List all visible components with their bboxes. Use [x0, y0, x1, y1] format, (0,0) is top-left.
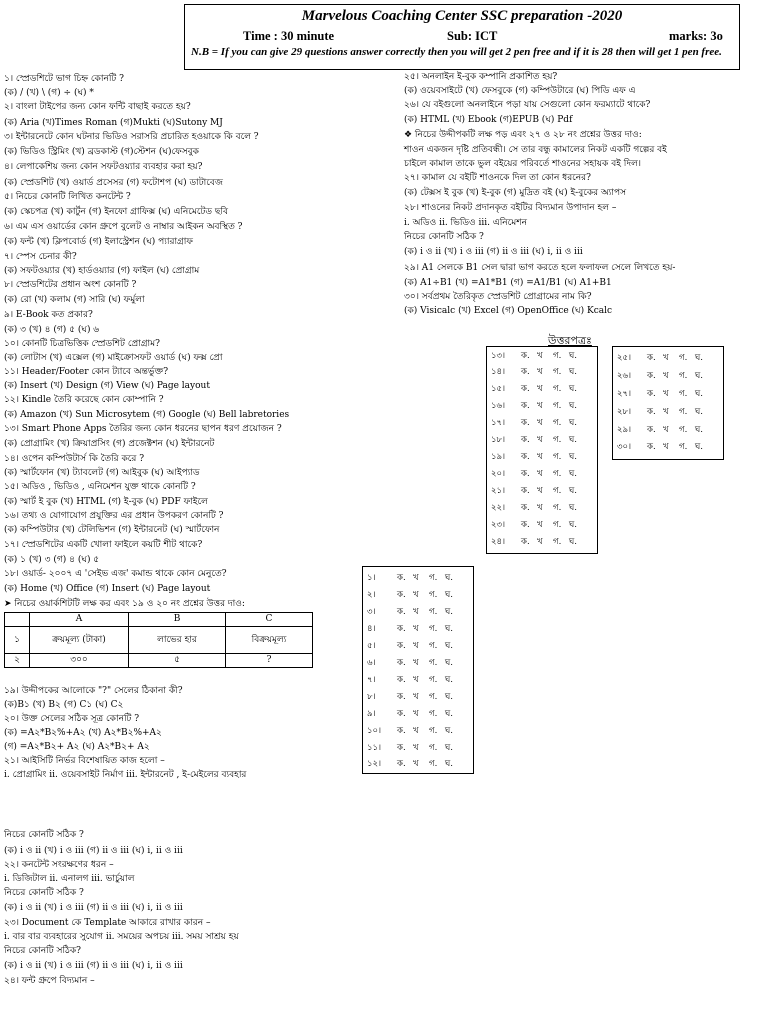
q-line: (ক) A1÷B1 (খ) =A1*B1 (গ) =A1/B1 (ঘ) A1+B1: [404, 278, 612, 288]
table-header: [5, 613, 30, 627]
q-line: i. ডিজিটাল ii. এনালগ iii. ভার্চুয়াল: [4, 874, 135, 884]
q-line: ২৮। শাওনের নিকট প্রদানকৃত বইটির বিদ্যমান উপাদান হল –: [404, 203, 617, 213]
q-line: ৩০। সর্বপ্রথম তৈরিকৃত স্প্রেডশিট প্রোগ্রামের নাম কি?: [404, 292, 592, 302]
answer-row: ১৬। ক. খ গ. ঘ.: [491, 401, 577, 411]
q-line: (ক)B১ (খ) B২ (গ) C১ (ঘ) C২: [4, 700, 124, 710]
q-line: ১৭। স্প্রেডশিটের একটি খোলা ফাইলে কয়টি শীট থাকে?: [4, 540, 203, 550]
answer-row: ৯। ক. খ গ. ঘ.: [367, 709, 453, 719]
answer-row: ২৩। ক. খ গ. ঘ.: [491, 520, 577, 530]
table-header: B: [129, 613, 226, 627]
q-line: (ক) লোটাস (খ) এক্সেল (গ) মাইক্রোসফট ওয়ার্ড (ঘ) ফক্স প্রো: [4, 353, 223, 363]
q-line: (ক) Visicalc (খ) Excel (গ) OpenOffice (ঘ) Kcalc: [404, 306, 613, 316]
q-line: নিচের কোনটি সঠিক ?: [404, 232, 484, 242]
q-line: ২৬। যে বইগুলো অনলাইনে পড়া যায় সেগুলো কোন ফরম্যাটে থাকে?: [404, 100, 651, 110]
q-line: (ক) HTML (খ) Ebook (গ)EPUB (ঘ) Pdf: [404, 115, 573, 125]
answer-row: ২৯। ক. খ গ. ঘ.: [617, 425, 703, 435]
answer-row: ২৪। ক. খ গ. ঘ.: [491, 537, 577, 547]
q-line: i. প্রোগ্রামিং ii. ওয়েবসাইট নির্মাণ iii. ইন্টারনেট , ই-মেইলের ব্যবহার: [4, 770, 247, 780]
answer-row: ১১। ক. খ গ. ঘ.: [367, 743, 453, 753]
q-line: ২০। উক্ত সেলের সঠিক সূত্র কোনটি ?: [4, 714, 140, 724]
exam-marks: marks: 3o: [669, 29, 723, 43]
q-line: ১২। Kindle তৈরি করেছে কোন কোম্পানি ?: [4, 395, 164, 405]
q-line: ২১। আইসিটি নির্ভর বিশেষায়িত কাজ হলো –: [4, 756, 165, 766]
q-line: ১৯। উদ্দীপকের আলোকে "?" সেলের ঠিকানা কী?: [4, 686, 183, 696]
q-line: (ক) কম্পিউটার (খ) টেলিভিশন (গ) ইন্টারনেট (ঘ) স্মার্টফোন: [4, 525, 220, 535]
q-line: ৩। ইন্টারনেটে কোন ঘটনার ভিডিও সরাসরি প্রচারিত হওয়াকে কি বলে ?: [4, 132, 259, 142]
answer-row: ২৬। ক. খ গ. ঘ.: [617, 371, 703, 381]
q-line: (ক) প্রোগ্রামিং (খ) ক্রিয়াপ্রসিং (গ) প্রজেক্টশন (ঘ) ইন্টারনেট: [4, 439, 215, 449]
table-header: A: [30, 613, 129, 627]
answer-sheet-title: উত্তরপত্রঃ: [548, 334, 592, 347]
q-line: ১০। কোনটি চিত্রভিত্তিক স্প্রেডশিট প্রোগ্রাম?: [4, 339, 160, 349]
q-line: ৫। নিচের কোনটি লিখিত কনটেন্ট ?: [4, 192, 131, 202]
q-line: ২৩। Document কে Template আকারে রাখার কারন –: [4, 918, 211, 928]
q-line: (ক) ৩ (খ) ৪ (গ) ৫ (ঘ) ৬: [4, 325, 100, 335]
q-line: ২৫। অনলাইন ই-বুক কম্পানি প্রকাশিত হয়?: [404, 72, 558, 82]
q-line: ১। স্প্রেডশিটে ভাগ চিহ্ন কোনটি ?: [4, 74, 124, 84]
answer-row: ১৭। ক. খ গ. ঘ.: [491, 418, 577, 428]
q-line: (ক) i ও ii (খ) i ও iii (গ) ii ও iii (ঘ) i, ii ও iii: [4, 846, 183, 856]
q-line: (ক) ওয়েবসাইটে (খ) ফেসবুকে (গ) কম্পিউটারে (ঘ) পিডি এফ এ: [404, 86, 636, 96]
answer-row: ২২। ক. খ গ. ঘ.: [491, 503, 577, 513]
q-line: ২। বাংলা টাইপের জন্য কোন ফন্টি বাছাই করতে হয়?: [4, 102, 191, 112]
q-line: (ক) স্মার্টফোন (খ) ট্যাবলেট (গ) আইবুক (ঘ) আইপ্যাড: [4, 468, 200, 478]
q-line: শাওন একজন দৃষ্টি প্রতিবন্ধী। সে তার বন্ধু কামালের নিকট একটি গল্পের বই: [404, 145, 667, 155]
q-line: ➤ নিচের ওয়ার্কশিটটি লক্ষ কর এবং ১৯ ও ২০ নং প্রশ্নের উত্তর দাও:: [4, 599, 245, 609]
q-line: (ক) স্প্রেডশিট (খ) ওয়ার্ড প্রসেসর (গ) ফটোশপ (ঘ) ডাটাবেজ: [4, 178, 223, 188]
q-line: (ক) ভিডিও স্ট্রিমিং (খ) ব্রডকাস্ট (গ)স্টেশন (ঘ)ফেসবুক: [4, 147, 199, 157]
answer-grid-1-12: [362, 566, 474, 774]
q-line: ২৭। কামাল যে বইটি শাওনকে দিল তা কোন ধরনের?: [404, 173, 591, 183]
q-line: (ক) ১ (খ) ৩ (গ) ৪ (ঘ) ৫: [4, 555, 100, 565]
table-cell: ?: [226, 654, 313, 668]
answer-row: ১৪। ক. খ গ. ঘ.: [491, 367, 577, 377]
q-line: (ক) টেক্সস ই বুক (খ) ই-বুক (গ) মুদ্রিত বই (ঘ) ই-বুকের অ্যাপস: [404, 188, 627, 198]
q-line: ১৫। অডিও , ভিডিও , এনিমেশন যুক্ত থাকে কোনটি ?: [4, 482, 196, 492]
answer-row: ৩০। ক. খ গ. ঘ.: [617, 442, 703, 452]
q-line: ২৪। ফন্ট গ্রুপে বিদ্যমান –: [4, 976, 95, 986]
q-line: ২৯। A1 সেলকে B1 সেল দ্বারা ভাগ করতে হলে ফলাফল সেলে লিখতে হয়-: [404, 263, 676, 273]
instructions-note: N.B = If you can give 29 questions answer correctly then you will get 2 pen free and if it is 28 then will get 1 pen free.: [191, 46, 722, 58]
q-line: ৯। E-Book কত প্রকার?: [4, 310, 93, 320]
answer-row: ৮। ক. খ গ. ঘ.: [367, 692, 453, 702]
q-line: (ক) স্মার্ট ই বুক (খ) HTML (গ) ই-বুক (ঘ) PDF ফাইলে: [4, 497, 208, 507]
answer-row: ২০। ক. খ গ. ঘ.: [491, 469, 577, 479]
q-line: (ক) সফটওয়্যার (খ) হার্ডওয়্যার (গ) ফাইল (ঘ) প্রোগ্রাম: [4, 266, 200, 276]
answer-row: ১২। ক. খ গ. ঘ.: [367, 759, 453, 769]
answer-row: ৭। ক. খ গ. ঘ.: [367, 675, 453, 685]
q-line: ❖ নিচের উদ্দীপকটি লক্ষ পড় এবং ২৭ ও ২৮ নং প্রশ্নের উত্তর দাও:: [404, 130, 642, 140]
answer-row: ১৯। ক. খ গ. ঘ.: [491, 452, 577, 462]
q-line: ৭। স্পেস চেনার কী?: [4, 252, 77, 262]
answer-row: ২৫। ক. খ গ. ঘ.: [617, 353, 703, 363]
answer-grid-25-30: [612, 346, 724, 460]
q-line: (ক) স্কেচপত্র (খ) কার্টুন (গ) ইনফো গ্রাফিক্স (ঘ) এনিমেটেড ছবি: [4, 207, 228, 217]
answer-row: ১৩। ক. খ গ. ঘ.: [491, 351, 577, 361]
q-line: নিচের কোনটি সঠিক ?: [4, 830, 84, 840]
answer-row: ১৮। ক. খ গ. ঘ.: [491, 435, 577, 445]
table-cell: বিক্রয়মূল্য: [226, 627, 313, 654]
q-line: (ক) i ও ii (খ) i ও iii (গ) ii ও iii (ঘ) i, ii ও iii: [4, 903, 183, 913]
answer-row: ২৭। ক. খ গ. ঘ.: [617, 389, 703, 399]
q-line: (ক) i ও ii (খ) i ও iii (গ) ii ও iii (ঘ) i, ii ও iii: [404, 247, 583, 257]
q-line: ৬। এম এস ওয়ার্ডের কোন গ্রুপে বুলেট ও নাম্বার আইকন অবস্থিত ?: [4, 222, 243, 232]
table-cell: লাভের হার: [129, 627, 226, 654]
answer-row: ১০। ক. খ গ. ঘ.: [367, 726, 453, 736]
q-line: (ক) Aria (খ)Times Roman (গ)Mukti (ঘ)Sutony MJ: [4, 118, 223, 128]
answer-row: ২৮। ক. খ গ. ঘ.: [617, 407, 703, 417]
q-line: ১৮। ওয়ার্ড- ২০০৭ এ 'সেইভ এজ' কমান্ড থাকে কোন মেনুতে?: [4, 569, 227, 579]
answer-row: ২১। ক. খ গ. ঘ.: [491, 486, 577, 496]
q-line: ৮। স্প্রেডশিটের প্রধান অংশ কোনটি ?: [4, 280, 137, 290]
q-line: (ক) Home (খ) Office (গ) Insert (ঘ) Page layout: [4, 584, 211, 594]
q-line: ১১। Header/Footer কোন ট্যাবে অন্তর্ভুক্ত?: [4, 367, 169, 377]
answer-row: ২। ক. খ গ. ঘ.: [367, 590, 453, 600]
q-line: ১৩। Smart Phone Apps তৈরির জন্য কোন ধরনের ছাপন ধরণ প্রয়োজন ?: [4, 424, 282, 434]
answer-row: ৩। ক. খ গ. ঘ.: [367, 607, 453, 617]
table-cell: ৩০০: [30, 654, 129, 668]
q-line: নিচের কোনটি সঠিক ?: [4, 888, 84, 898]
q-line: (ক) ফন্ট (খ) ক্লিপবোর্ড (গ) ইলাস্ট্রেশন (ঘ) প্যারাগ্রাফ: [4, 237, 193, 247]
worksheet-table: [4, 612, 313, 668]
table-cell: ২: [5, 654, 30, 668]
answer-row: ১। ক. খ গ. ঘ.: [367, 573, 453, 583]
table-header: C: [226, 613, 313, 627]
q-line: (ক) / (খ) \ (গ) ÷ (ঘ) *: [4, 88, 94, 98]
q-line: (ক) রো (খ) কলাম (গ) সারি (ঘ) ফর্মুলা: [4, 295, 145, 305]
answer-row: ৫। ক. খ গ. ঘ.: [367, 641, 453, 651]
q-line: i. অডিও ii. ভিডিও iii. এনিমেশন: [404, 218, 527, 228]
answer-row: ১৫। ক. খ গ. ঘ.: [491, 384, 577, 394]
answer-row: ৬। ক. খ গ. ঘ.: [367, 658, 453, 668]
q-line: ১৪। ওপেন কম্পিউটার্স কি তৈরি করে ?: [4, 454, 145, 464]
q-line: ৪। লেপাকেশিয় জন্য কোন সফটওয়্যার ব্যবহার করা হয়?: [4, 162, 203, 172]
q-line: (ক) Insert (খ) Design (গ) View (ঘ) Page layout: [4, 381, 210, 391]
q-line: ১৬। তথ্য ও যোগাযোগ প্রযুক্তির এর প্রধান উপকরণ কোনটি ?: [4, 511, 224, 521]
q-line: (ক) Amazon (খ) Sun Microsytem (গ) Google (ঘ) Bell labretories: [4, 410, 290, 420]
q-line: (গ) =A২*B২+ A২ (ঘ) A২*B২+ A২: [4, 742, 150, 752]
table-cell: ক্রয়মূল্য (টাকা): [30, 627, 129, 654]
table-cell: ৫: [129, 654, 226, 668]
q-line: (ক) i ও ii (খ) i ও iii (গ) ii ও iii (ঘ) i, ii ও iii: [4, 961, 183, 971]
exam-subject: Sub: ICT: [447, 29, 498, 43]
q-line: ২২। কনটেন্ট সংরক্ষণের ধরন –: [4, 860, 114, 870]
q-line: চাইলে কামাল তাকে ভুল বইয়ের পরিবর্তে শাওনের সহায়ক বই দিল।: [404, 159, 641, 169]
header-box: [184, 4, 740, 70]
answer-grid-13-24: [486, 346, 598, 554]
q-line: i. বার বার ব্যবহারের সুযোগ ii. সময়ের অপচয় iii. সময় সাশ্রয় হয়: [4, 932, 239, 942]
answer-row: ৪। ক. খ গ. ঘ.: [367, 624, 453, 634]
table-cell: ১: [5, 627, 30, 654]
q-line: নিচের কোনটি সঠিক?: [4, 946, 81, 956]
q-line: (ক) =A২*B২%+A২ (খ) A২*B২%+A২: [4, 728, 162, 738]
page-title: Marvelous Coaching Center SSC preparation -2020: [301, 8, 623, 24]
exam-time: Time : 30 minute: [243, 29, 335, 43]
